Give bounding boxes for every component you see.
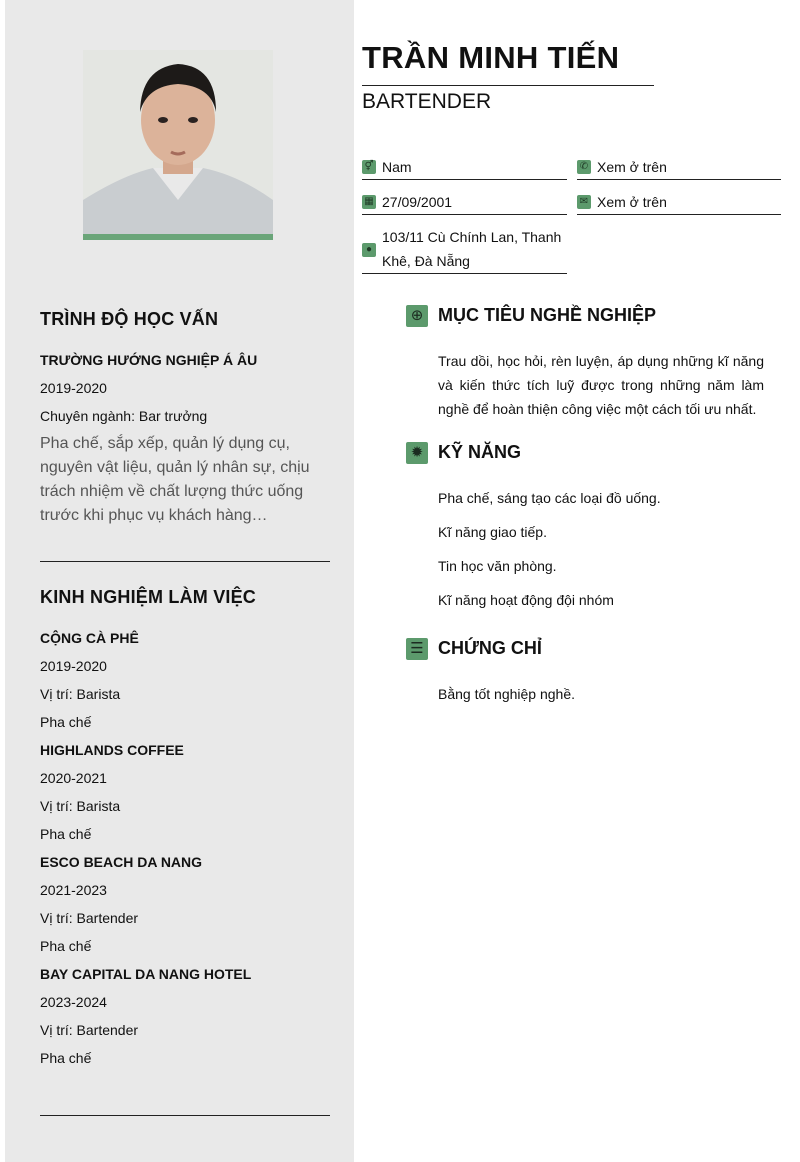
contact-birthdate xyxy=(362,190,567,215)
job-company: ESCO BEACH DA NANG xyxy=(40,854,203,870)
job-position: Vị trí: Barista xyxy=(40,686,121,702)
job-years: 2023-2024 xyxy=(40,994,107,1010)
contact-phone xyxy=(577,155,781,180)
education-section xyxy=(40,309,330,528)
experience-section xyxy=(40,587,330,1066)
certificate-icon: ☰ xyxy=(406,638,428,660)
sidebar xyxy=(5,0,354,1162)
contact-email-text: Xem ở trên xyxy=(597,194,667,210)
contact-address xyxy=(362,225,567,274)
skill-item: Pha chế, sáng tạo các loại đồ uống. xyxy=(438,490,661,506)
education-major: Chuyên ngành: Bar trưởng xyxy=(40,408,208,424)
experience-list xyxy=(40,630,330,1066)
job-position: Vị trí: Bartender xyxy=(40,1022,139,1038)
contact-gender xyxy=(362,155,567,180)
target-icon: ⊕ xyxy=(406,305,428,327)
contact-underline xyxy=(362,273,567,274)
gender-icon: ⚥ xyxy=(362,160,376,174)
job-position: Vị trí: Bartender xyxy=(40,910,139,926)
education-title: TRÌNH ĐỘ HỌC VẤN xyxy=(40,309,219,329)
contact-underline xyxy=(362,214,567,215)
job-company: BAY CAPITAL DA NANG HOTEL xyxy=(40,966,252,982)
job-years: 2021-2023 xyxy=(40,882,107,898)
contact-gender-text: Nam xyxy=(382,159,412,175)
gear-icon: ✹ xyxy=(406,442,428,464)
contact-address-text: 103/11 Cù Chính Lan, Thanh Khê, Đà Nẵng xyxy=(382,229,562,269)
job-years: 2020-2021 xyxy=(40,770,107,786)
portrait-image xyxy=(83,50,273,240)
job-company: CỘNG CÀ PHÊ xyxy=(40,630,139,646)
contact-underline xyxy=(577,179,781,180)
education-years: 2019-2020 xyxy=(40,380,107,396)
experience-divider xyxy=(40,1115,330,1116)
contact-phone-text: Xem ở trên xyxy=(597,159,667,175)
job-position: Vị trí: Barista xyxy=(40,798,121,814)
profile-photo xyxy=(83,50,273,240)
job-duty: Pha chế xyxy=(40,1050,92,1066)
skills-title: KỸ NĂNG xyxy=(438,442,522,462)
certificate-item: Bằng tốt nghiệp nghề. xyxy=(438,686,576,702)
job-duty: Pha chế xyxy=(40,826,92,842)
school-name: TRƯỜNG HƯỚNG NGHIỆP Á ÂU xyxy=(40,352,258,368)
contact-underline xyxy=(362,179,567,180)
job-duty: Pha chế xyxy=(40,938,92,954)
objective-title: MỤC TIÊU NGHỀ NGHIỆP xyxy=(438,305,657,325)
contact-birthdate-text: 27/09/2001 xyxy=(382,194,453,210)
skill-item: Kĩ năng giao tiếp. xyxy=(438,524,547,540)
job-company: HIGHLANDS COFFEE xyxy=(40,742,184,758)
skill-item: Kĩ năng hoạt động đội nhóm xyxy=(438,592,614,608)
candidate-name: TRẦN MINH TIẾN xyxy=(362,40,620,75)
education-divider xyxy=(40,561,330,562)
education-description: Pha chế, sắp xếp, quản lý dụng cụ, nguyên vật liệu, quản lý nhân sự, chịu trách nhiệm về chất lượng thức uống trước khi phục vụ khách hàng… xyxy=(40,435,310,524)
experience-title: KINH NGHIỆM LÀM VIỆC xyxy=(40,587,257,607)
phone-icon: ✆ xyxy=(577,160,591,174)
name-underline xyxy=(362,85,654,86)
location-pin-icon: ● xyxy=(362,243,376,257)
photo-accent-bar xyxy=(83,234,273,240)
objective-text: Trau dồi, học hỏi, rèn luyện, áp dụng những kĩ năng và kiến thức tích luỹ được trong những năm làm nghề để hoàn thiện công việc một cách tối ưu nhất. xyxy=(438,353,764,417)
calendar-icon: ▦ xyxy=(362,195,376,209)
job-duty: Pha chế xyxy=(40,714,92,730)
job-title: BARTENDER xyxy=(362,90,492,113)
certificates-title: CHỨNG CHỈ xyxy=(438,638,542,658)
skill-item: Tin học văn phòng. xyxy=(438,558,557,574)
email-icon: ✉ xyxy=(577,195,591,209)
job-years: 2019-2020 xyxy=(40,658,107,674)
contact-email xyxy=(577,190,781,215)
contact-underline xyxy=(577,214,781,215)
